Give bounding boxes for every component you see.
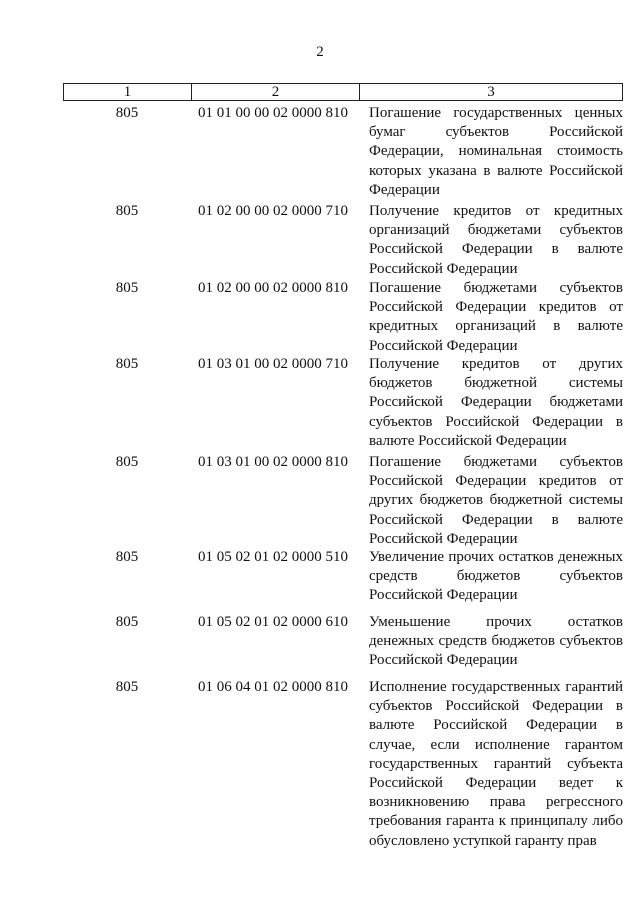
source-name: Увеличение прочих остатков денежных средств бюджетов субъектов Российской Федерации <box>369 549 623 604</box>
source-name: Получение кредитов от кредитных организаций бюджетами субъектов Российской Федерации в валюте Российской Федерации <box>369 203 623 277</box>
admin-code: 805 <box>115 679 139 695</box>
source-name: Получение кредитов от других бюджетов бюджетной системы Российской Федерации бюджетами субъектов Российской Федерации в валюте Российской Федерации <box>369 356 623 449</box>
admin-code: 805 <box>115 356 139 372</box>
page-number: 2 <box>316 44 324 60</box>
source-name: Погашение бюджетами субъектов Российской Федерации кредитов от других бюджетов бюджетной системы Российской Федерации в валюте Российской Федерации <box>369 454 623 547</box>
classification-code: 01 05 02 01 02 0000 610 <box>198 614 348 630</box>
source-name: Исполнение государственных гарантий субъектов Российской Федерации в валюте Российской Федерации в случае, если исполнение гарантом государственных гарантий субъекта Российской Федерации ведет к возникновению права регрессного требования гаранта к принципалу либо обусловлено уступкой гаранту прав <box>369 679 623 849</box>
source-name: Погашение государственных ценных бумаг субъектов Российской Федерации, номинальная стоимость которых указана в валюте Российской Федерации <box>369 105 623 198</box>
header-col-1: 1 <box>64 84 192 100</box>
admin-code: 805 <box>115 203 139 219</box>
admin-code: 805 <box>115 454 139 470</box>
admin-code: 805 <box>115 614 139 630</box>
header-col-3: 3 <box>487 84 495 100</box>
classification-code: 01 03 01 00 02 0000 710 <box>198 356 348 372</box>
classification-code: 01 01 00 00 02 0000 810 <box>198 105 348 121</box>
admin-code: 805 <box>115 105 139 121</box>
classification-code: 01 03 01 00 02 0000 810 <box>198 454 348 470</box>
source-name: Уменьшение прочих остатков денежных средств бюджетов субъектов Российской Федерации <box>369 614 623 669</box>
admin-code: 805 <box>115 280 139 296</box>
classification-code: 01 06 04 01 02 0000 810 <box>198 679 348 695</box>
header-col-2: 2 <box>192 84 360 100</box>
table-header <box>63 83 623 101</box>
classification-code: 01 02 00 00 02 0000 810 <box>198 280 348 296</box>
classification-code: 01 02 00 00 02 0000 710 <box>198 203 348 219</box>
classification-code: 01 05 02 01 02 0000 510 <box>198 549 348 565</box>
admin-code: 805 <box>115 549 139 565</box>
source-name: Погашение бюджетами субъектов Российской Федерации кредитов от кредитных организаций в валюте Российской Федерации <box>369 280 623 354</box>
